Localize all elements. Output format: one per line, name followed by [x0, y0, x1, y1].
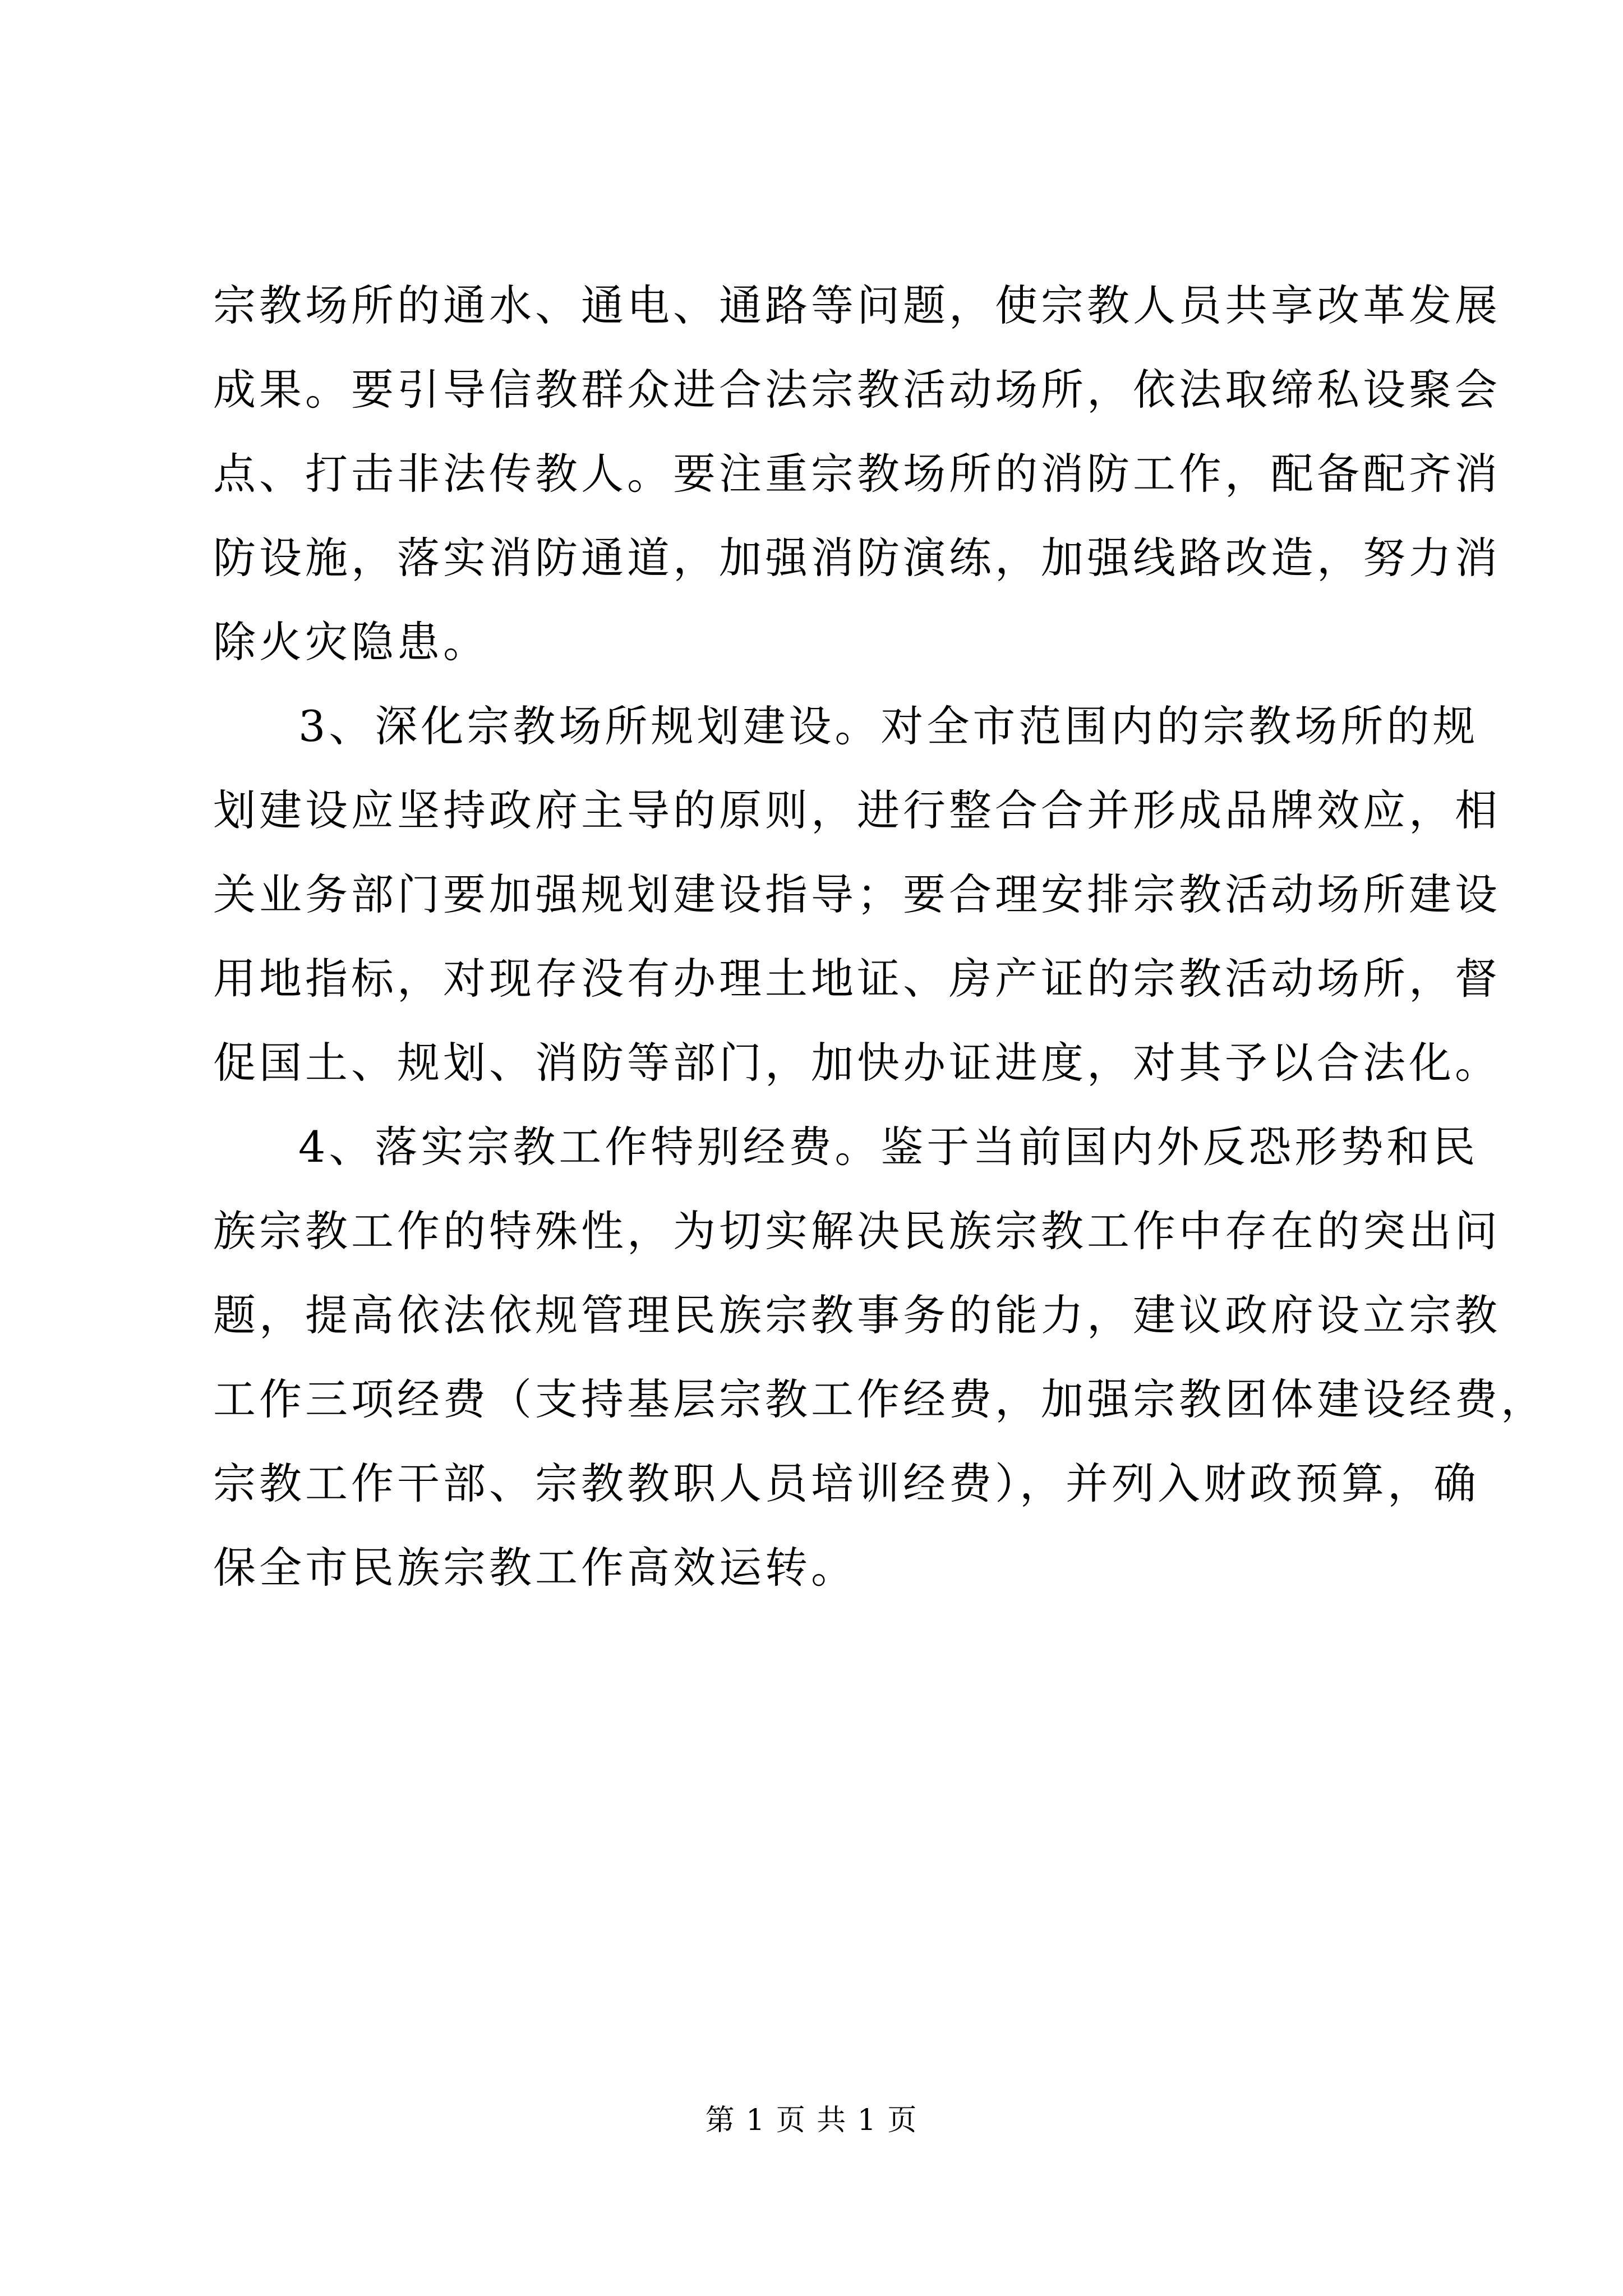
text-line: 促国土、规划、消防等部门，加快办证进度，对其予以合法化。 [213, 1038, 1501, 1088]
text-line: 保全市民族宗教工作高效运转。 [213, 1543, 857, 1593]
text-line: 宗教工作干部、宗教教职人员培训经费），并列入财政预算，确 [213, 1458, 1479, 1508]
text-line: 防设施，落实消防通道，加强消防演练，加强线路改造，努力消 [213, 533, 1501, 583]
page-footer: 第 1 页 共 1 页 [705, 2104, 918, 2137]
text-line: 宗教场所的通水、通电、通路等问题，使宗教人员共享改革发展 [213, 280, 1501, 330]
text-line: 关业务部门要加强规划建设指导；要合理安排宗教活动场所建设 [213, 869, 1501, 919]
text-line: 点、打击非法传教人。要注重宗教场所的消防工作，配备配齐消 [213, 449, 1501, 499]
document-body [213, 264, 1547, 1610]
text-line: 划建设应坚持政府主导的原则，进行整合合并形成品牌效应，相 [213, 785, 1501, 835]
text-line: 除火灾隐患。 [213, 617, 489, 667]
paragraph-3-start: 3、深化宗教场所规划建设。对全市范围内的宗教场所的规 [298, 701, 1479, 751]
paragraph-4-start: 4、落实宗教工作特别经费。鉴于当前国内外反恐形势和民 [298, 1122, 1479, 1172]
text-line: 族宗教工作的特殊性，为切实解决民族宗教工作中存在的突出问 [213, 1206, 1501, 1256]
text-line: 用地指标，对现存没有办理土地证、房产证的宗教活动场所，督 [213, 954, 1501, 1004]
text-line: 工作三项经费（支持基层宗教工作经费，加强宗教团体建设经费， [213, 1374, 1547, 1424]
text-line: 题，提高依法依规管理民族宗教事务的能力，建议政府设立宗教 [213, 1290, 1501, 1340]
text-line: 成果。要引导信教群众进合法宗教活动场所，依法取缔私设聚会 [213, 365, 1501, 415]
